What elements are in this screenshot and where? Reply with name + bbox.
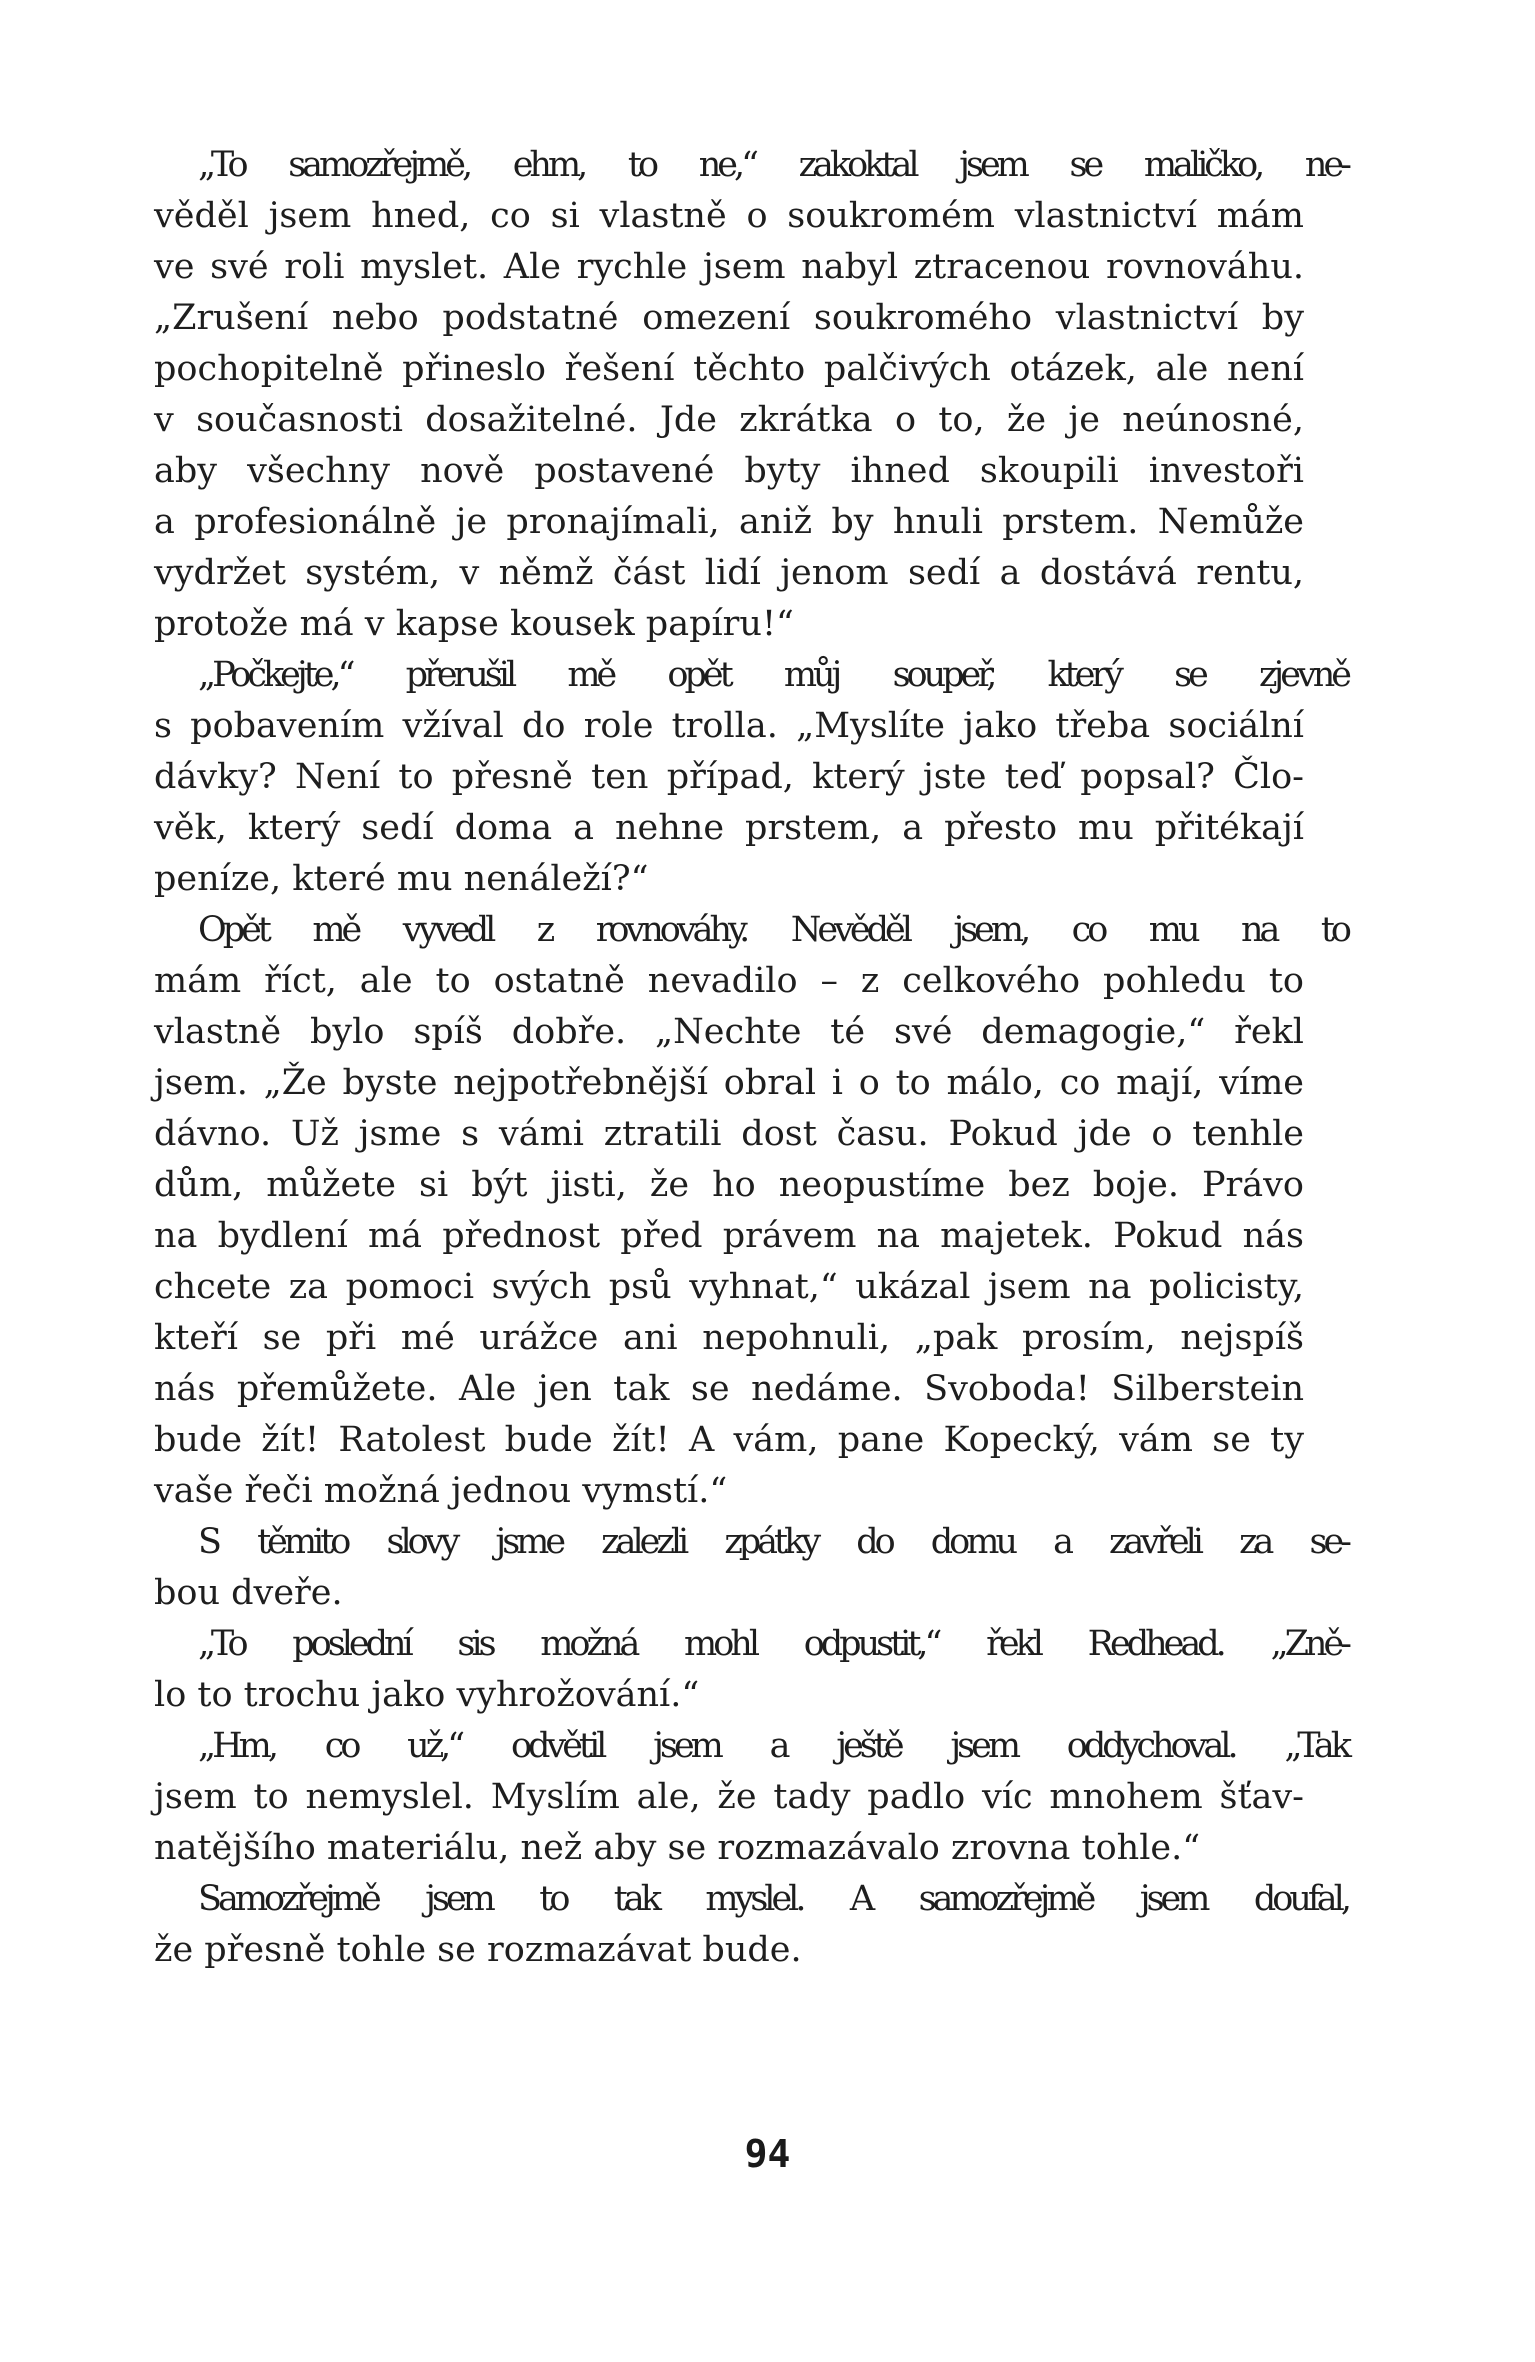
text-line: že přesně tohle se rozmazávat bude.: [154, 1930, 802, 1970]
text-line: protože má v kapse kousek papíru!“: [154, 604, 794, 644]
text-line: „To samozřejmě, ehm, to ne,“ zakoktal jsem se maličko, ne-: [198, 145, 1348, 185]
text-line: „Počkejte,“ přerušil mě opět můj soupeř, který se zjevně: [198, 655, 1348, 695]
text-line: věk, který sedí doma a nehne prstem, a přesto mu přitékají: [154, 808, 1304, 848]
text-line: chcete za pomoci svých psů vyhnat,“ ukázal jsem na policisty,: [154, 1267, 1304, 1307]
body-text: [154, 140, 1348, 1976]
text-line: Opět mě vyvedl z rovnováhy. Nevěděl jsem, co mu na to: [198, 910, 1348, 950]
text-line: ve své roli myslet. Ale rychle jsem nabyl ztracenou rovnováhu.: [154, 247, 1304, 287]
text-line: natějšího materiálu, než aby se rozmazávalo zrovna tohle.“: [154, 1828, 1201, 1868]
text-line: kteří se při mé urážce ani nepohnuli, „pak prosím, nejspíš: [154, 1318, 1304, 1358]
text-line: dům, můžete si být jisti, že ho neopustíme bez boje. Právo: [154, 1165, 1304, 1205]
text-line: „Zrušení nebo podstatné omezení soukromého vlastnictví by: [154, 298, 1304, 338]
text-line: vydržet systém, v němž část lidí jenom sedí a dostává rentu,: [154, 553, 1304, 593]
text-line: „Hm, co už,“ odvětil jsem a ještě jsem oddychoval. „Tak: [198, 1726, 1348, 1766]
text-line: lo to trochu jako vyhrožování.“: [154, 1675, 700, 1715]
text-line: a profesionálně je pronajímali, aniž by hnuli prstem. Nemůže: [154, 502, 1304, 542]
text-line: věděl jsem hned, co si vlastně o soukromém vlastnictví mám: [154, 196, 1304, 236]
text-line: dávky? Není to přesně ten případ, který jste teď popsal? Člo-: [154, 757, 1304, 797]
page-number: 94: [744, 2132, 791, 2176]
text-line: nás přemůžete. Ale jen tak se nedáme. Svoboda! Silberstein: [154, 1369, 1304, 1409]
text-line: S těmito slovy jsme zalezli zpátky do domu a zavřeli za se-: [198, 1522, 1348, 1562]
text-line: aby všechny nově postavené byty ihned skoupili investoři: [154, 451, 1304, 491]
text-line: bude žít! Ratolest bude žít! A vám, pane Kopecký, vám se ty: [154, 1420, 1304, 1460]
text-line: pochopitelně přineslo řešení těchto palčivých otázek, ale není: [154, 349, 1304, 389]
text-line: v současnosti dosažitelné. Jde zkrátka o to, že je neúnosné,: [154, 400, 1304, 440]
text-line: s pobavením vžíval do role trolla. „Myslíte jako třeba sociální: [154, 706, 1304, 746]
text-line: jsem to nemyslel. Myslím ale, že tady padlo víc mnohem šťav-: [154, 1777, 1304, 1817]
text-line: peníze, které mu nenáleží?“: [154, 859, 649, 899]
text-line: na bydlení má přednost před právem na majetek. Pokud nás: [154, 1216, 1304, 1256]
text-line: jsem. „Že byste nejpotřebnější obral i o to málo, co mají, víme: [154, 1063, 1304, 1103]
text-line: Samozřejmě jsem to tak myslel. A samozřejmě jsem doufal,: [198, 1879, 1348, 1919]
text-line: vaše řeči možná jednou vymstí.“: [154, 1471, 728, 1511]
text-line: „To poslední sis možná mohl odpustit,“ řekl Redhead. „Zně-: [198, 1624, 1348, 1664]
text-line: dávno. Už jsme s vámi ztratili dost času. Pokud jde o tenhle: [154, 1114, 1304, 1154]
text-line: bou dveře.: [154, 1573, 343, 1613]
text-line: mám říct, ale to ostatně nevadilo – z celkového pohledu to: [154, 961, 1304, 1001]
text-line: vlastně bylo spíš dobře. „Nechte té své demagogie,“ řekl: [154, 1012, 1304, 1052]
